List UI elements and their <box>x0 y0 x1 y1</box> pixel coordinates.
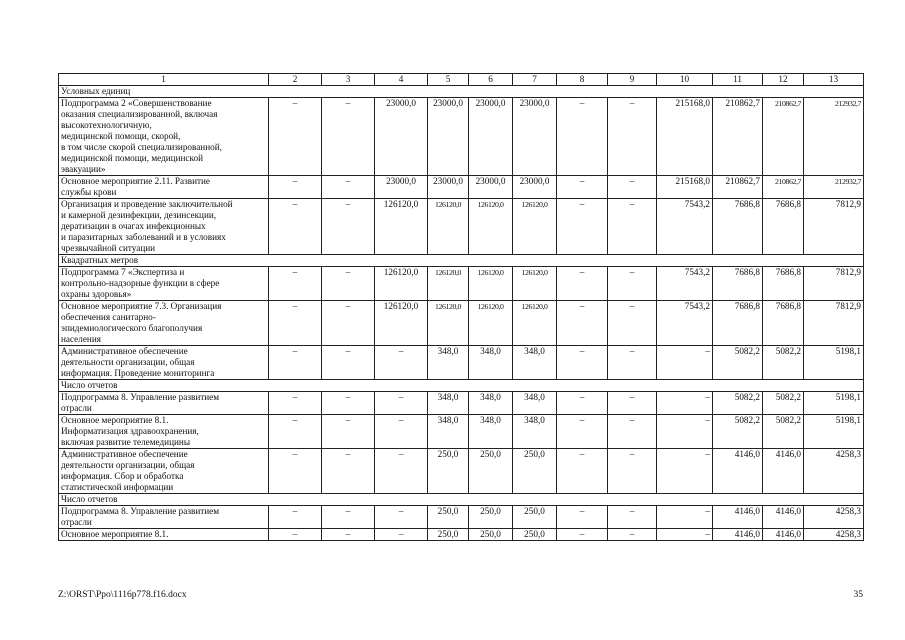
cell-col-6: 126120,0 <box>469 199 513 255</box>
row-description: Организация и проведение заключительной и камерной дезинфекции, дезинсекции, дератизации в очагах инфекционных и паразитарных заболеваний и в условиях чрезвычайной ситуации <box>59 199 269 255</box>
cell-col-2: – <box>269 199 322 255</box>
cell-col-2: – <box>269 98 322 176</box>
cell-col-9: – <box>608 449 657 494</box>
cell-col-9: – <box>608 301 657 346</box>
cell-col-13: 5198,1 <box>804 346 864 380</box>
table-row <box>59 449 864 494</box>
cell-col-11: 5082,2 <box>713 392 763 415</box>
column-header-7: 7 <box>513 74 557 86</box>
row-description: Подпрограмма 8. Управление развитием отрасли <box>59 392 269 415</box>
cell-col-9: – <box>608 267 657 301</box>
header-row <box>59 74 864 86</box>
cell-col-12: 4146,0 <box>763 506 804 529</box>
table-row <box>59 98 864 176</box>
cell-col-11: 7686,8 <box>713 301 763 346</box>
cell-col-4: – <box>375 415 428 449</box>
cell-col-4: 126120,0 <box>375 301 428 346</box>
cell-col-3: – <box>322 98 375 176</box>
cell-col-7: 348,0 <box>513 392 557 415</box>
cell-col-2: – <box>269 176 322 199</box>
cell-col-11: 4146,0 <box>713 506 763 529</box>
cell-col-3: – <box>322 346 375 380</box>
table-row <box>59 506 864 529</box>
table-row <box>59 199 864 255</box>
cell-col-11: 4146,0 <box>713 529 763 541</box>
cell-col-7: 250,0 <box>513 529 557 541</box>
table-row <box>59 267 864 301</box>
unit-row <box>59 255 864 267</box>
column-header-6: 6 <box>469 74 513 86</box>
cell-col-4: – <box>375 449 428 494</box>
cell-col-3: – <box>322 176 375 199</box>
cell-col-13: 7812,9 <box>804 301 864 346</box>
unit-label: Число отчетов <box>59 494 864 506</box>
cell-col-5: 250,0 <box>428 449 469 494</box>
cell-col-6: 348,0 <box>469 392 513 415</box>
cell-col-8: – <box>557 199 608 255</box>
cell-col-5: 250,0 <box>428 506 469 529</box>
column-header-12: 12 <box>763 74 804 86</box>
cell-col-9: – <box>608 98 657 176</box>
cell-col-13: 4258,3 <box>804 529 864 541</box>
cell-col-12: 5082,2 <box>763 392 804 415</box>
cell-col-8: – <box>557 267 608 301</box>
unit-label: Условных единиц <box>59 86 864 98</box>
cell-col-5: 126120,0 <box>428 199 469 255</box>
row-description: Подпрограмма 8. Управление развитием отрасли <box>59 506 269 529</box>
cell-col-3: – <box>322 301 375 346</box>
cell-col-5: 126120,0 <box>428 267 469 301</box>
cell-col-5: 23000,0 <box>428 176 469 199</box>
cell-col-13: 7812,9 <box>804 199 864 255</box>
cell-col-13: 4258,3 <box>804 449 864 494</box>
cell-col-12: 4146,0 <box>763 449 804 494</box>
column-header-4: 4 <box>375 74 428 86</box>
unit-row <box>59 86 864 98</box>
row-description: Административное обеспечение деятельности организации, общая информация. Сбор и обработка статистической информации <box>59 449 269 494</box>
cell-col-6: 23000,0 <box>469 176 513 199</box>
cell-col-7: 23000,0 <box>513 98 557 176</box>
cell-col-13: 4258,3 <box>804 506 864 529</box>
cell-col-13: 212932,7 <box>804 98 864 176</box>
column-header-8: 8 <box>557 74 608 86</box>
cell-col-7: 126120,0 <box>513 267 557 301</box>
column-header-9: 9 <box>608 74 657 86</box>
cell-col-6: 348,0 <box>469 415 513 449</box>
cell-col-13: 5198,1 <box>804 392 864 415</box>
unit-label: Число отчетов <box>59 380 864 392</box>
unit-label: Квадратных метров <box>59 255 864 267</box>
cell-col-12: 5082,2 <box>763 415 804 449</box>
cell-col-4: – <box>375 529 428 541</box>
table-row <box>59 346 864 380</box>
cell-col-4: – <box>375 346 428 380</box>
column-header-5: 5 <box>428 74 469 86</box>
cell-col-12: 7686,8 <box>763 267 804 301</box>
cell-col-11: 7686,8 <box>713 199 763 255</box>
row-description: Основное мероприятие 8.1. Информатизация здравоохранения, включая развитие телемедицины <box>59 415 269 449</box>
cell-col-10: 215168,0 <box>657 98 713 176</box>
cell-col-11: 5082,2 <box>713 346 763 380</box>
column-header-2: 2 <box>269 74 322 86</box>
cell-col-8: – <box>557 176 608 199</box>
table-row <box>59 301 864 346</box>
unit-row <box>59 380 864 392</box>
row-description: Основное мероприятие 2.11. Развитие службы крови <box>59 176 269 199</box>
cell-col-11: 7686,8 <box>713 267 763 301</box>
table-row <box>59 529 864 541</box>
cell-col-12: 210862,7 <box>763 98 804 176</box>
cell-col-8: – <box>557 301 608 346</box>
cell-col-3: – <box>322 449 375 494</box>
cell-col-7: 23000,0 <box>513 176 557 199</box>
cell-col-10: – <box>657 529 713 541</box>
cell-col-2: – <box>269 449 322 494</box>
row-description: Подпрограмма 2 «Совершенствование оказания специализированной, включая высокотехнологичную, медицинской помощи, скорой, в том числе скорой специализированной, медицинской помощи, медицинской эвакуации» <box>59 98 269 176</box>
cell-col-9: – <box>608 529 657 541</box>
cell-col-10: 7543,2 <box>657 267 713 301</box>
cell-col-9: – <box>608 392 657 415</box>
cell-col-4: 126120,0 <box>375 199 428 255</box>
cell-col-10: – <box>657 392 713 415</box>
cell-col-11: 210862,7 <box>713 176 763 199</box>
cell-col-4: 23000,0 <box>375 176 428 199</box>
cell-col-7: 348,0 <box>513 346 557 380</box>
cell-col-3: – <box>322 392 375 415</box>
cell-col-3: – <box>322 506 375 529</box>
cell-col-10: – <box>657 506 713 529</box>
cell-col-6: 250,0 <box>469 449 513 494</box>
cell-col-2: – <box>269 392 322 415</box>
cell-col-9: – <box>608 415 657 449</box>
cell-col-6: 23000,0 <box>469 98 513 176</box>
cell-col-5: 126120,0 <box>428 301 469 346</box>
cell-col-3: – <box>322 529 375 541</box>
cell-col-12: 7686,8 <box>763 301 804 346</box>
column-header-13: 13 <box>804 74 864 86</box>
cell-col-8: – <box>557 529 608 541</box>
column-header-11: 11 <box>713 74 763 86</box>
cell-col-13: 7812,9 <box>804 267 864 301</box>
row-description: Административное обеспечение деятельности организации, общая информация. Проведение мониторинга <box>59 346 269 380</box>
table-row <box>59 415 864 449</box>
cell-col-2: – <box>269 301 322 346</box>
cell-col-11: 210862,7 <box>713 98 763 176</box>
column-header-3: 3 <box>322 74 375 86</box>
file-path: Z:\ORST\Ppo\1116p778.f16.docx <box>58 590 187 600</box>
cell-col-12: 210862,7 <box>763 176 804 199</box>
cell-col-5: 250,0 <box>428 529 469 541</box>
cell-col-6: 348,0 <box>469 346 513 380</box>
row-description: Подпрограмма 7 «Экспертиза и контрольно-надзорные функции в сфере охраны здоровья» <box>59 267 269 301</box>
cell-col-4: 126120,0 <box>375 267 428 301</box>
table-row <box>59 392 864 415</box>
cell-col-8: – <box>557 415 608 449</box>
cell-col-2: – <box>269 346 322 380</box>
cell-col-2: – <box>269 506 322 529</box>
table-row <box>59 176 864 199</box>
cell-col-6: 126120,0 <box>469 267 513 301</box>
cell-col-5: 348,0 <box>428 392 469 415</box>
cell-col-8: – <box>557 392 608 415</box>
cell-col-11: 5082,2 <box>713 415 763 449</box>
cell-col-10: – <box>657 346 713 380</box>
cell-col-8: – <box>557 449 608 494</box>
cell-col-10: 7543,2 <box>657 301 713 346</box>
cell-col-6: 250,0 <box>469 506 513 529</box>
cell-col-5: 348,0 <box>428 415 469 449</box>
row-description: Основное мероприятие 8.1. <box>59 529 269 541</box>
cell-col-3: – <box>322 415 375 449</box>
column-header-1: 1 <box>59 74 269 86</box>
cell-col-3: – <box>322 267 375 301</box>
cell-col-4: 23000,0 <box>375 98 428 176</box>
cell-col-9: – <box>608 346 657 380</box>
cell-col-13: 212932,7 <box>804 176 864 199</box>
cell-col-2: – <box>269 415 322 449</box>
cell-col-2: – <box>269 267 322 301</box>
cell-col-6: 250,0 <box>469 529 513 541</box>
cell-col-10: – <box>657 449 713 494</box>
cell-col-9: – <box>608 199 657 255</box>
cell-col-3: – <box>322 199 375 255</box>
unit-row <box>59 494 864 506</box>
budget-table <box>58 73 864 541</box>
page-number: 35 <box>853 590 863 600</box>
cell-col-8: – <box>557 98 608 176</box>
cell-col-10: – <box>657 415 713 449</box>
cell-col-12: 5082,2 <box>763 346 804 380</box>
cell-col-7: 126120,0 <box>513 301 557 346</box>
row-description: Основное мероприятие 7.3. Организация обеспечения санитарно- эпидемиологического благополучия населения <box>59 301 269 346</box>
cell-col-6: 126120,0 <box>469 301 513 346</box>
cell-col-13: 5198,1 <box>804 415 864 449</box>
cell-col-10: 7543,2 <box>657 199 713 255</box>
cell-col-4: – <box>375 506 428 529</box>
cell-col-4: – <box>375 392 428 415</box>
cell-col-7: 250,0 <box>513 449 557 494</box>
cell-col-10: 215168,0 <box>657 176 713 199</box>
cell-col-8: – <box>557 506 608 529</box>
cell-col-12: 4146,0 <box>763 529 804 541</box>
cell-col-8: – <box>557 346 608 380</box>
cell-col-11: 4146,0 <box>713 449 763 494</box>
cell-col-9: – <box>608 176 657 199</box>
column-header-10: 10 <box>657 74 713 86</box>
cell-col-12: 7686,8 <box>763 199 804 255</box>
cell-col-7: 250,0 <box>513 506 557 529</box>
cell-col-2: – <box>269 529 322 541</box>
cell-col-5: 348,0 <box>428 346 469 380</box>
cell-col-9: – <box>608 506 657 529</box>
cell-col-7: 126120,0 <box>513 199 557 255</box>
cell-col-5: 23000,0 <box>428 98 469 176</box>
cell-col-7: 348,0 <box>513 415 557 449</box>
